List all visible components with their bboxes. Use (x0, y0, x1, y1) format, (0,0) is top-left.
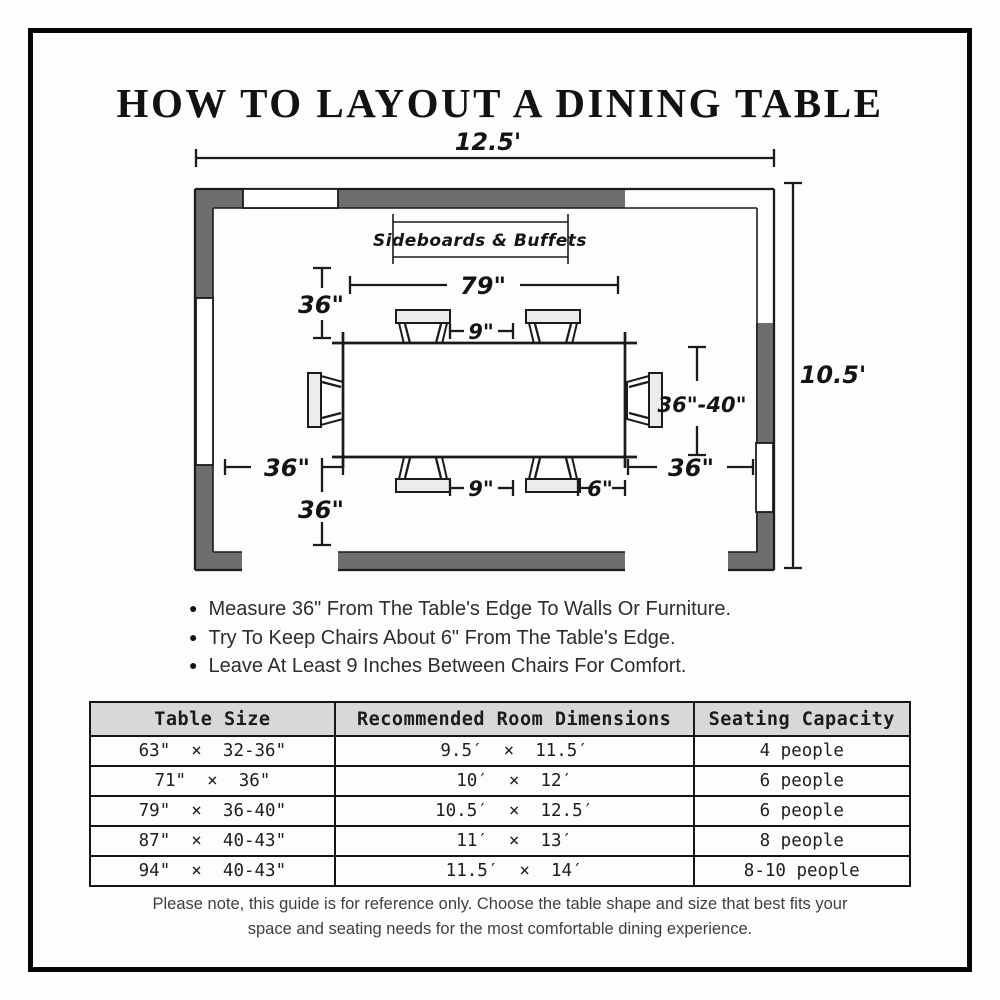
table-cell: 6 people (694, 796, 911, 826)
tip-item (189, 596, 731, 625)
room-width-label: 12.5' (454, 128, 522, 156)
dimension-clearance-left (225, 454, 343, 482)
clearance-bottom-label: 36" (298, 496, 344, 524)
bullet-icon: ● (189, 657, 198, 673)
dimension-side-range (657, 347, 746, 455)
chair-bottom-left (396, 457, 450, 492)
table-cell: 9.5′ × 11.5′ (335, 736, 694, 766)
table-row (90, 796, 910, 826)
table-cell: 11.5′ × 14′ (335, 856, 694, 886)
bullet-icon: ● (189, 600, 198, 616)
chair-top-right (526, 310, 580, 344)
tip-item (189, 653, 731, 682)
table-cell: 11′ × 13′ (335, 826, 694, 856)
table-row (90, 766, 910, 796)
dimension-clearance-top (298, 268, 344, 338)
floor-plan (0, 125, 1000, 580)
table-length-label: 79" (460, 272, 506, 300)
tip-text: Leave At Least 9 Inches Between Chairs For Comfort. (208, 655, 687, 677)
dining-table (332, 332, 637, 468)
window-top (243, 189, 338, 208)
dimension-room-depth (784, 183, 866, 568)
dimension-chair-gap-top (450, 320, 513, 344)
chair-to-table-label: 6" (587, 477, 613, 501)
table-cell: 71" × 36" (90, 766, 335, 796)
tip-text: Measure 36" From The Table's Edge To Walls Or Furniture. (208, 598, 732, 620)
dimension-chair-to-table (578, 477, 625, 501)
table-cell: 10.5′ × 12.5′ (335, 796, 694, 826)
sideboard-label: Sideboards & Buffets (372, 231, 588, 251)
chair-gap-top-label: 9" (468, 320, 494, 344)
disclaimer-line: Please note, this guide is for reference only. Choose the table shape and size that best fits your (152, 895, 848, 913)
sideboard-zone (373, 214, 587, 264)
tip-item (189, 625, 731, 654)
clearance-top-label: 36" (298, 291, 344, 319)
tips-list (189, 596, 731, 682)
tip-text: Try To Keep Chairs About 6" From The Table's Edge. (208, 626, 676, 649)
table-cell: 8 people (694, 826, 911, 856)
page-title: HOW TO LAYOUT A DINING TABLE (116, 80, 884, 127)
table-cell: 4 people (694, 736, 911, 766)
clearance-left-label: 36" (264, 454, 310, 482)
header-room-dimensions: Recommended Room Dimensions (335, 702, 694, 736)
table-row (90, 856, 910, 886)
chair-gap-bottom-label: 9" (468, 477, 494, 501)
table-row (90, 736, 910, 766)
header-table-size: Table Size (90, 702, 335, 736)
chair-left-end (308, 373, 343, 427)
table-row (90, 826, 910, 856)
disclaimer-line: space and seating needs for the most comfortable dining experience. (247, 920, 753, 938)
dimension-chair-gap-bottom (450, 477, 513, 501)
disclaimer-note (0, 892, 1000, 942)
chair-top-left (396, 310, 450, 344)
table-cell: 87" × 40-43" (90, 826, 335, 856)
window-right (756, 443, 773, 512)
side-range-label: 36"-40" (657, 393, 747, 417)
window-left (196, 298, 213, 465)
dimension-room-width (196, 128, 774, 167)
table-cell: 94" × 40-43" (90, 856, 335, 886)
table-cell: 63" × 32-36" (90, 736, 335, 766)
dimension-clearance-right (628, 454, 753, 482)
bullet-icon: ● (189, 628, 198, 645)
table-cell: 79" × 36-40" (90, 796, 335, 826)
chair-bottom-right (526, 457, 580, 492)
table-cell: 6 people (694, 766, 911, 796)
dimension-table-length (350, 272, 618, 300)
size-guide-table (89, 701, 911, 887)
clearance-right-label: 36" (668, 454, 714, 482)
header-seating-capacity: Seating Capacity (694, 702, 911, 736)
table-cell: 8-10 people (694, 856, 911, 886)
room-depth-label: 10.5' (799, 361, 867, 389)
table-header-row (90, 702, 910, 736)
table-cell: 10′ × 12′ (335, 766, 694, 796)
